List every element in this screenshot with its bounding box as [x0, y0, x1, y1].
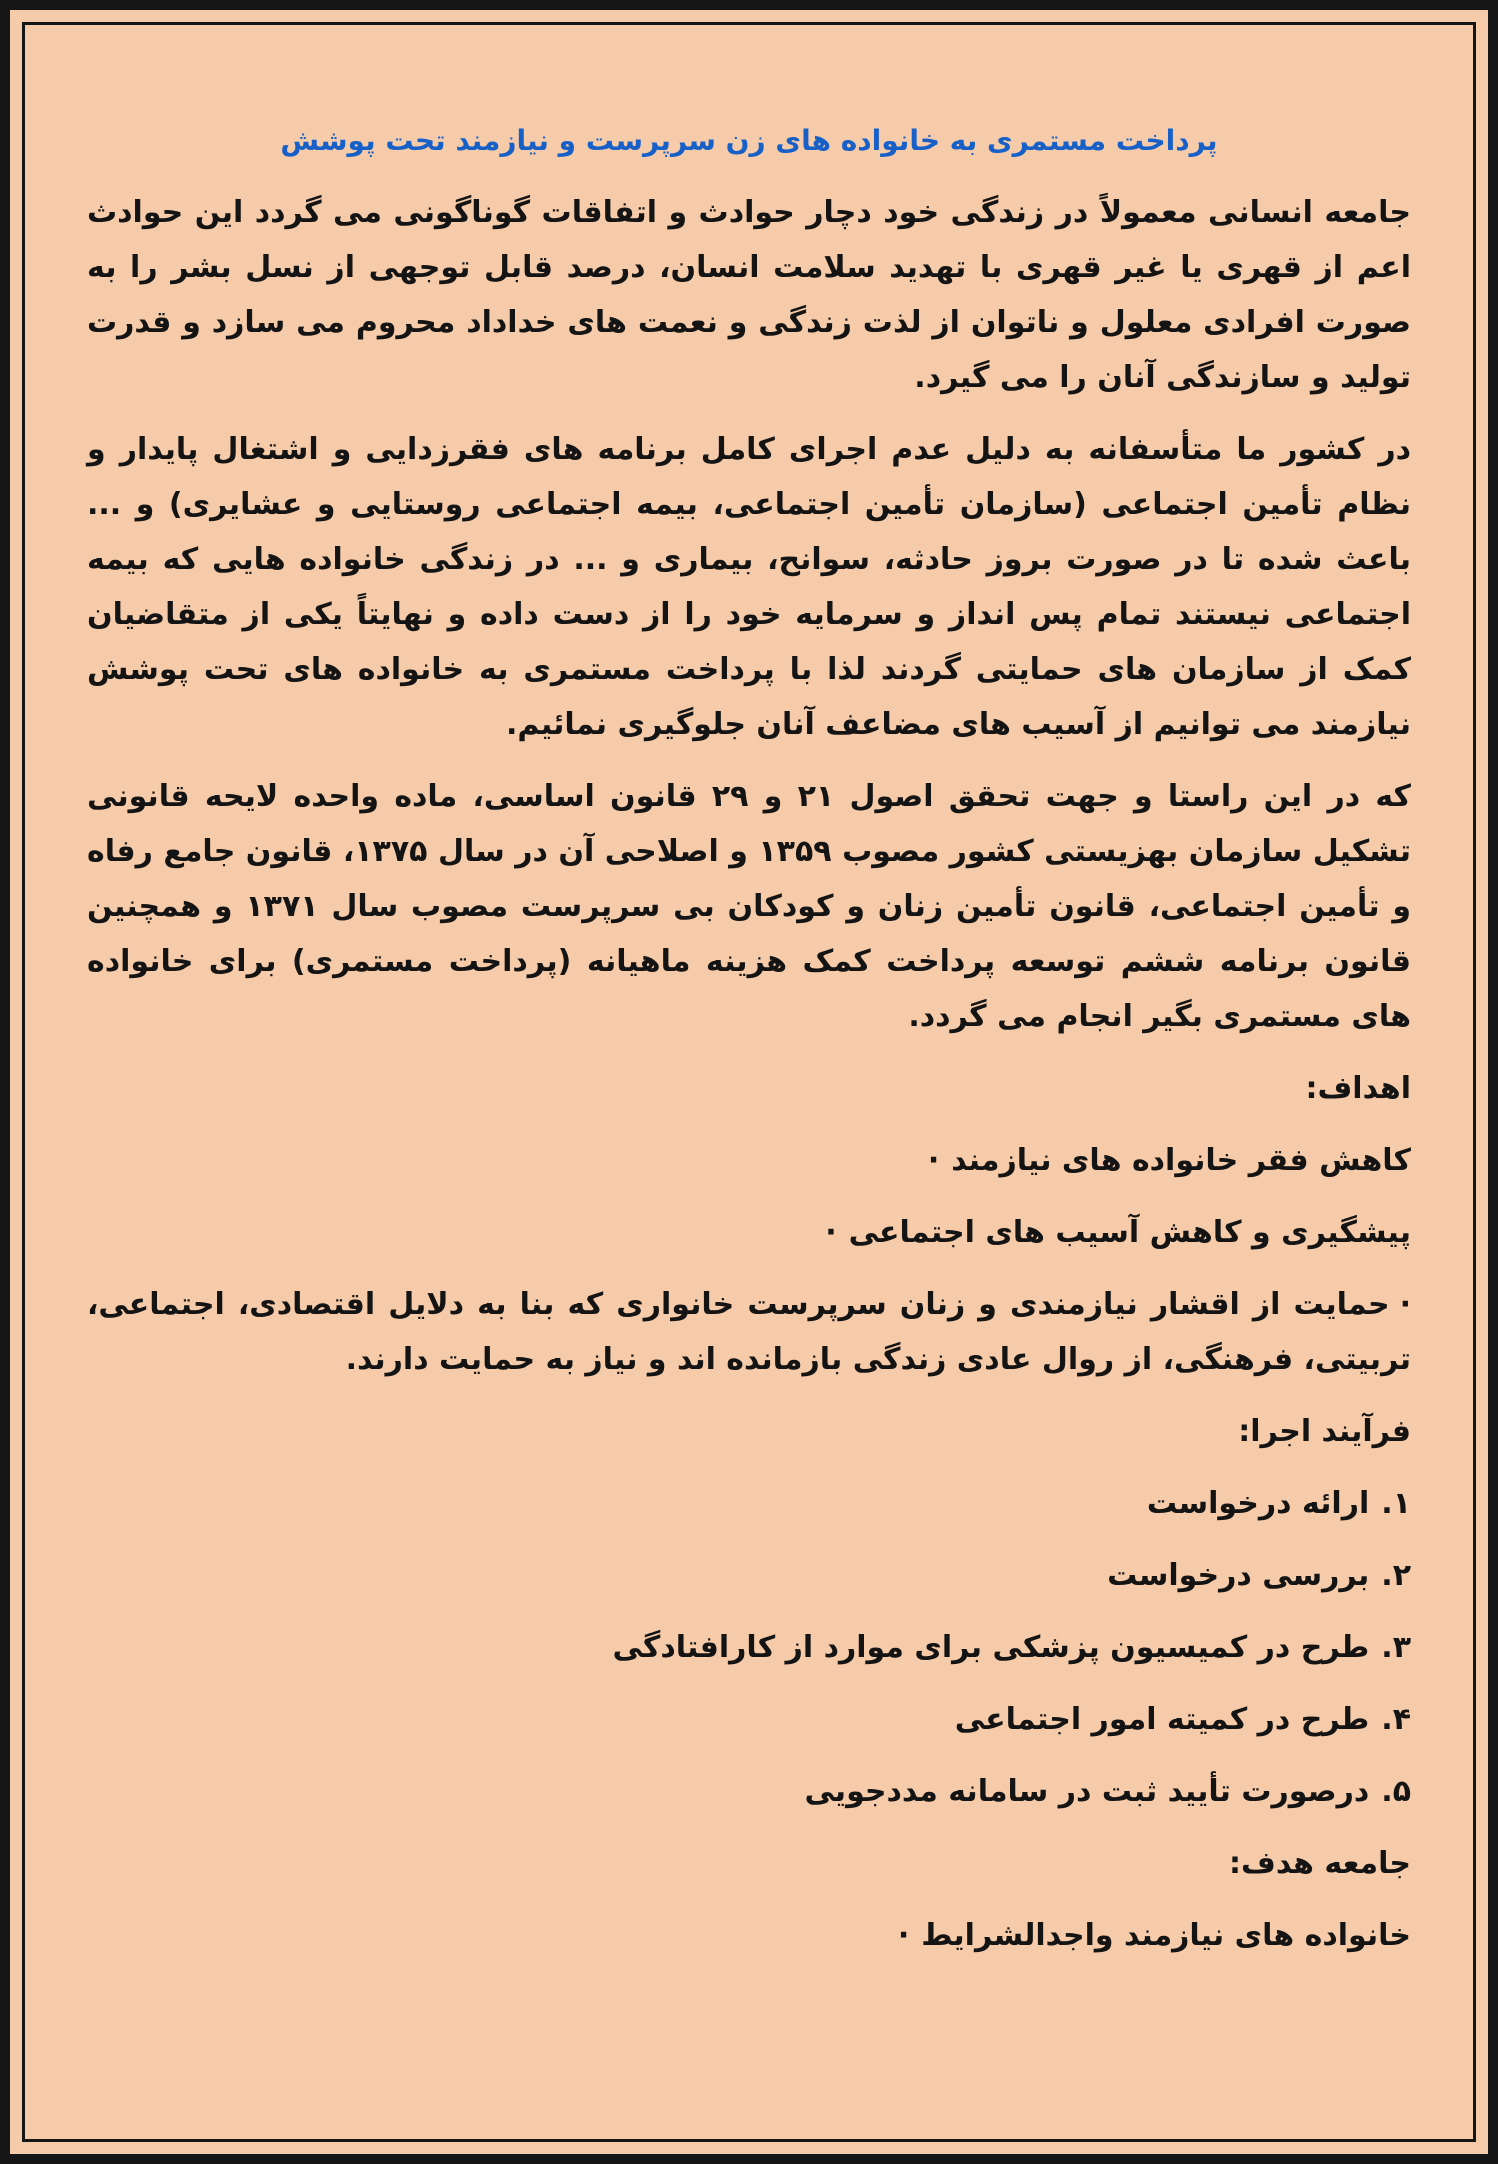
step-text: درصورت تأیید ثبت در سامانه مددجویی: [804, 1774, 1370, 1809]
section-heading-process: فرآیند اجرا:: [1238, 1414, 1411, 1449]
step-text: طرح در کمیسیون پزشکی برای موارد از کارافتادگی: [612, 1630, 1370, 1665]
process-step: [87, 1764, 1411, 1819]
section-heading-target-group: جامعه هدف:: [1228, 1846, 1411, 1881]
objective-text: پیشگیری و کاهش آسیب های اجتماعی: [848, 1215, 1411, 1250]
objective-item: [87, 1205, 1411, 1260]
document-title: پرداخت مستمری به خانواده های زن سرپرست و نیازمند تحت پوشش: [280, 124, 1218, 157]
process-step: [87, 1476, 1411, 1531]
bullet-dot-icon: ·: [1399, 1287, 1411, 1322]
document-body: [87, 113, 1411, 1963]
step-text: طرح در کمیته امور اجتماعی: [954, 1702, 1370, 1737]
intro-paragraph-2: در کشور ما متأسفانه به دلیل عدم اجرای کامل برنامه های فقرزدایی و اشتغال پایدار و نظام تأمین اجتماعی (سازمان تأمین اجتماعی، بیمه اجتماعی روستایی و عشایری) و ... باعث شده تا در صورت بروز حادثه، سوانح، بیماری و ... در زندگی خانواده هایی که بیمه اجتماعی نیستند تمام پس انداز و سرمایه خود را از دست داده و نهایتاً یکی از متقاضیان کمک از سازمان های حمایتی گردند لذا با پرداخت مستمری به خانواده های تحت پوشش نیازمند می توانیم از آسیب های مضاعف آنان جلوگیری نمائیم.: [87, 432, 1411, 742]
process-step: [87, 1620, 1411, 1675]
step-number: ۵.: [1381, 1774, 1411, 1809]
intro-paragraph-3: که در این راستا و جهت تحقق اصول ۲۱ و ۲۹ قانون اساسی، ماده واحده لایحه قانونی تشکیل سازمان بهزیستی کشور مصوب ۱۳۵۹ و اصلاحی آن در سال ۱۳۷۵، قانون جامع رفاه و تأمین اجتماعی، قانون تأمین زنان و کودکان بی سرپرست مصوب سال ۱۳۷۱ و همچنین قانون برنامه ششم توسعه پرداخت کمک هزینه ماهیانه (پرداخت مستمری) برای خانواده های مستمری بگیر انجام می گردد.: [87, 779, 1412, 1034]
objective-item: [87, 1277, 1411, 1387]
bullet-dot-icon: ·: [897, 1918, 910, 1953]
bullet-dot-icon: ·: [825, 1215, 837, 1250]
step-number: ۲.: [1381, 1558, 1411, 1593]
intro-paragraph-1: جامعه انسانی معمولاً در زندگی خود دچار حوادث و اتفاقات گوناگونی می گردد این حوادث اعم از قهری یا غیر قهری با تهدید سلامت انسان، درصد قابل توجهی از نسل بشر را به صورت افرادی معلول و ناتوان از لذت زندگی و نعمت های خداداد محروم می سازد و قدرت تولید و سازندگی آنان را می گیرد.: [87, 195, 1411, 395]
target-group-item: [87, 1908, 1411, 1963]
objective-text: کاهش فقر خانواده های نیازمند: [951, 1143, 1411, 1178]
inner-frame: [22, 22, 1476, 2142]
section-heading-objectives: اهداف:: [1305, 1071, 1411, 1106]
target-group-text: خانواده های نیازمند واجدالشرایط: [921, 1918, 1411, 1953]
process-step: [87, 1548, 1411, 1603]
step-text: بررسی درخواست: [1107, 1558, 1370, 1593]
step-text: ارائه درخواست: [1146, 1486, 1370, 1521]
bullet-dot-icon: ·: [927, 1143, 940, 1178]
step-number: ۴.: [1381, 1702, 1411, 1737]
step-number: ۱.: [1381, 1486, 1411, 1521]
process-step: [87, 1692, 1411, 1747]
step-number: ۳.: [1381, 1630, 1411, 1665]
objective-text: حمایت از اقشار نیازمندی و زنان سرپرست خانواری که بنا به دلایل اقتصادی، اجتماعی، تربیتی، فرهنگی، از روال عادی زندگی بازمانده اند و نیاز به حمایت دارند.: [87, 1287, 1411, 1377]
objective-item: [87, 1133, 1411, 1188]
